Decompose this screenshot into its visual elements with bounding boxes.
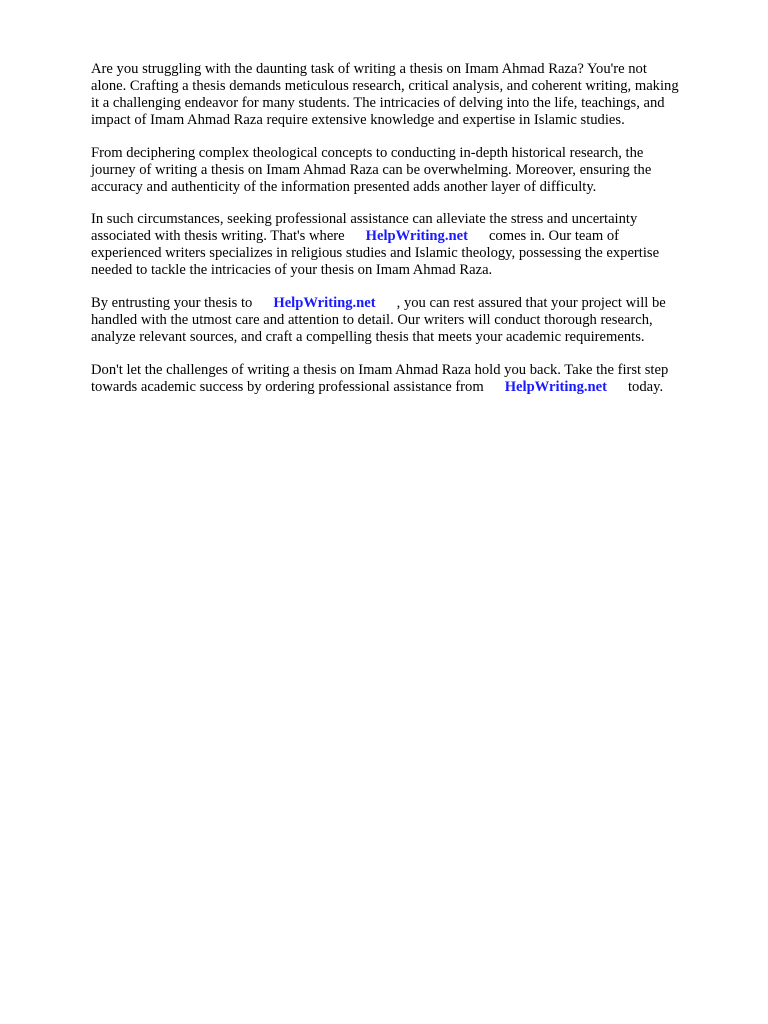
text-segment: today. [627,379,664,395]
text-line: it a challenging endeavor for many students. The intricacies of delving into the life, teachings, and [91,95,665,111]
text-segment: , you can rest assured that your project will be [396,295,666,311]
text-line: From deciphering complex theological concepts to conducting in-depth historical research, the [91,145,644,161]
text-segment: By entrusting your thesis to [91,295,253,311]
text-line: Are you struggling with the daunting task of writing a thesis on Imam Ahmad Raza? You're not [91,61,647,77]
text-line-with-link [91,228,731,245]
text-segment: towards academic success by ordering professional assistance from [91,379,484,395]
helpwriting-link[interactable]: HelpWriting.net [273,295,376,311]
text-line: needed to tackle the intricacies of your thesis on Imam Ahmad Raza. [91,262,493,278]
text-segment: associated with thesis writing. That's where [91,228,345,244]
text-line-with-link [91,379,731,396]
text-line: alone. Crafting a thesis demands meticulous research, critical analysis, and coherent writing, making [91,78,679,94]
paragraph-entrusting [91,295,731,346]
text-line: experienced writers specializes in religious studies and Islamic theology, possessing the expertise [91,245,660,261]
text-line: analyze relevant sources, and craft a compelling thesis that meets your academic requirements. [91,329,645,345]
helpwriting-link[interactable]: HelpWriting.net [365,228,468,244]
text-line: journey of writing a thesis on Imam Ahmad Raza can be overwhelming. Moreover, ensuring the [91,162,652,178]
text-line-with-link [91,295,731,312]
text-segment: comes in. Our team of [488,228,620,244]
text-line: impact of Imam Ahmad Raza require extensive knowledge and expertise in Islamic studies. [91,112,625,128]
paragraph-call-to-action [91,362,731,396]
text-line: accuracy and authenticity of the information presented adds another layer of difficulty. [91,179,597,195]
helpwriting-link[interactable]: HelpWriting.net [504,379,607,395]
text-line: Don't let the challenges of writing a thesis on Imam Ahmad Raza hold you back. Take the first step [91,362,669,378]
text-line: handled with the utmost care and attention to detail. Our writers will conduct thorough research, [91,312,653,328]
paragraph-challenges [91,145,731,196]
text-line: In such circumstances, seeking professional assistance can alleviate the stress and uncertainty [91,211,638,227]
paragraph-intro [91,61,731,129]
paragraph-assistance [91,211,731,279]
